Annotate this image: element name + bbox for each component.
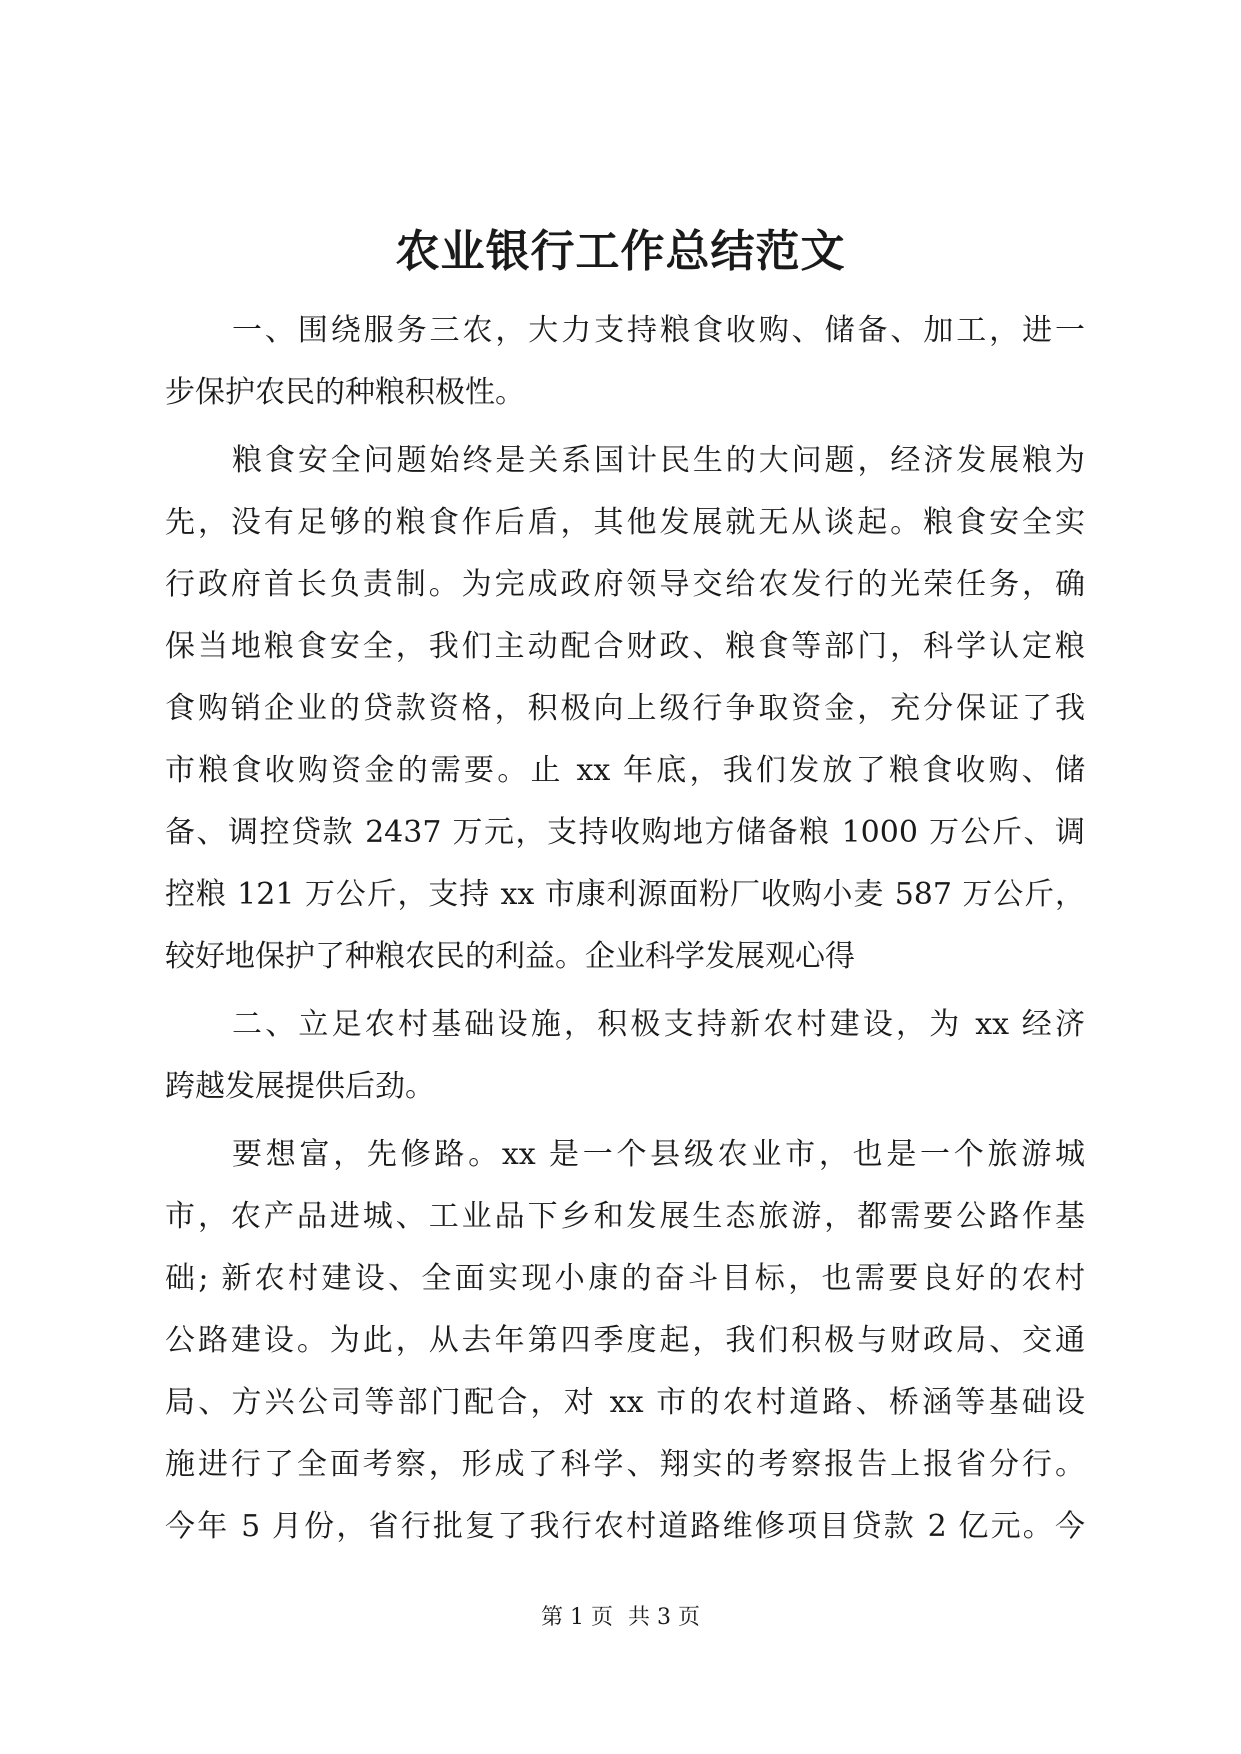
text-line: 行政府首长负责制。为完成政府领导交给农发行的光荣任务，确: [165, 567, 1085, 602]
text-line: 先，没有足够的粮食作后盾，其他发展就无从谈起。粮食安全实: [165, 505, 1085, 540]
text-line: 保当地粮食安全，我们主动配合财政、粮食等部门，科学认定粮: [165, 629, 1085, 664]
text-line: 较好地保护了种粮农民的利益。企业科学发展观心得: [165, 939, 855, 974]
text-line: 市，农产品进城、工业品下乡和发展生态旅游，都需要公路作基: [165, 1199, 1085, 1234]
page-total: 共 3 页: [628, 1605, 700, 1630]
text-line: 要想富，先修路。xx 是一个县级农业市，也是一个旅游城: [232, 1137, 1085, 1172]
text-line: 础; 新农村建设、全面实现小康的奋斗目标，也需要良好的农村: [165, 1261, 1085, 1296]
document-title: 农业银行工作总结范文: [395, 226, 846, 277]
text-line: 跨越发展提供后劲。: [165, 1069, 435, 1104]
text-line: 施进行了全面考察，形成了科学、翔实的考察报告上报省分行。: [165, 1447, 1085, 1482]
text-line: 局、方兴公司等部门配合，对 xx 市的农村道路、桥涵等基础设: [165, 1385, 1085, 1420]
text-line: 一、围绕服务三农，大力支持粮食收购、储备、加工，进一: [232, 313, 1085, 348]
text-line: 备、调控贷款 2437 万元，支持收购地方储备粮 1000 万公斤、调: [165, 815, 1085, 850]
text-line: 控粮 121 万公斤，支持 xx 市康利源面粉厂收购小麦 587 万公斤，: [165, 877, 1085, 912]
text-line: 步保护农民的种粮积极性。: [165, 375, 525, 410]
page-number: 第 1 页: [541, 1605, 613, 1630]
text-line: 二、立足农村基础设施，积极支持新农村建设，为 xx 经济: [232, 1007, 1085, 1042]
text-line: 公路建设。为此，从去年第四季度起，我们积极与财政局、交通: [165, 1323, 1085, 1358]
text-line: 市粮食收购资金的需要。止 xx 年底，我们发放了粮食收购、储: [165, 753, 1085, 788]
text-line: 粮食安全问题始终是关系国计民生的大问题，经济发展粮为: [232, 443, 1085, 478]
text-line: 食购销企业的贷款资格，积极向上级行争取资金，充分保证了我: [165, 691, 1085, 726]
page-footer: [0, 1603, 1241, 1633]
text-line: 今年 5 月份，省行批复了我行农村道路维修项目贷款 2 亿元。今: [165, 1509, 1085, 1544]
